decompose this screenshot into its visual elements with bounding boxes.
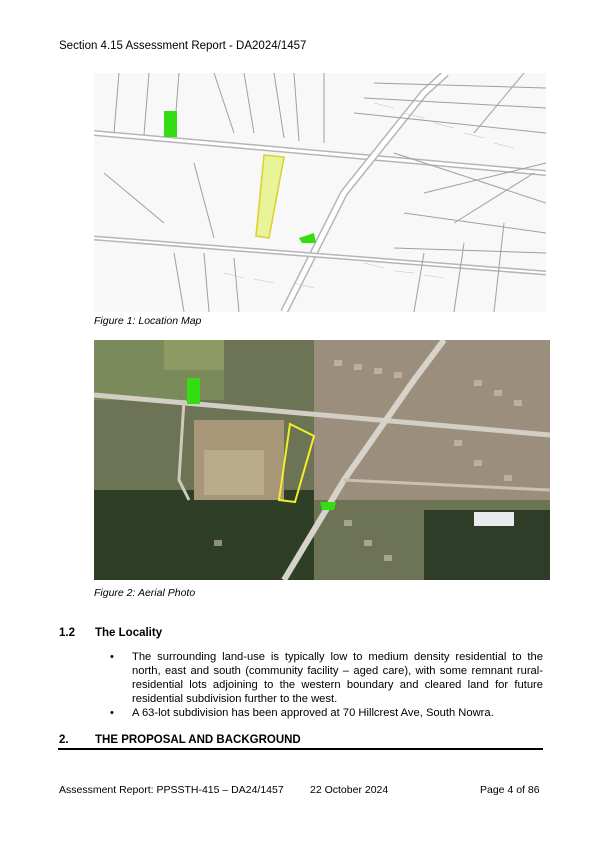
- location-map-drawing: [94, 73, 546, 312]
- figure-caption: Figure 2: Aerial Photo: [94, 587, 196, 599]
- heading-number: 2.: [59, 734, 69, 746]
- list-item: • The surrounding land-use is typically low to medium density residential to the north, east and south (community facility – aged care), with some remnant rural-residential lots adjoining to the western boundary and cleared land for future residential subdivision further to the west.: [110, 651, 543, 705]
- footer-report-id: Assessment Report: PPSSTH-415 – DA24/1457: [59, 784, 284, 796]
- heading-rule: [58, 748, 543, 750]
- page-header: Section 4.15 Assessment Report - DA2024/1457: [59, 40, 307, 52]
- section-title: The Locality: [95, 627, 163, 639]
- green-lot-marker: [187, 378, 200, 404]
- locality-bullet-list: [110, 650, 543, 720]
- footer-date: 22 October 2024: [310, 784, 389, 796]
- aerial-photo-figure: [94, 340, 550, 580]
- footer-page-number: Page 4 of 86: [480, 784, 540, 796]
- list-item: • A 63-lot subdivision has been approved at 70 Hillcrest Ave, South Nowra.: [110, 707, 494, 719]
- aerial-photo-image: [94, 340, 550, 580]
- section-number: 1.2: [59, 627, 75, 639]
- bullet-icon: •: [110, 707, 114, 719]
- figure-caption: Figure 1: Location Map: [94, 315, 202, 327]
- location-map-figure: [94, 73, 546, 312]
- green-lot-marker: [320, 502, 336, 510]
- green-lot-marker: [164, 111, 177, 137]
- bullet-icon: •: [110, 651, 114, 663]
- heading-title: THE PROPOSAL AND BACKGROUND: [95, 734, 301, 746]
